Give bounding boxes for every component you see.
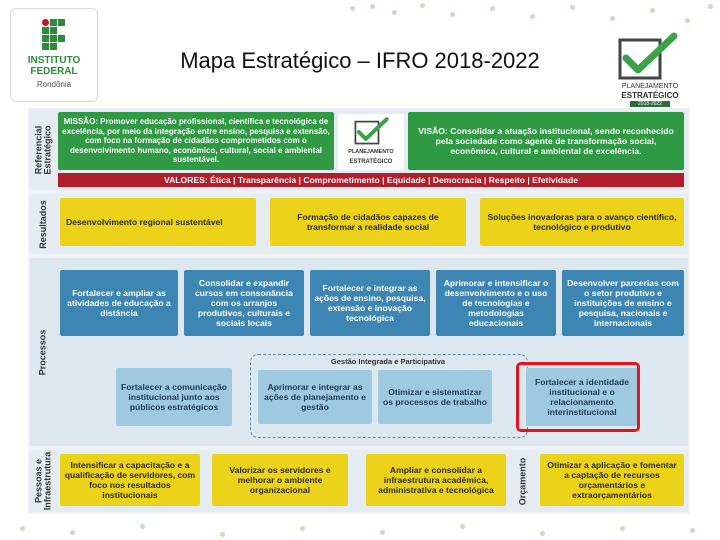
center-logo-line1: PLANEJAMENTO xyxy=(348,149,394,155)
people-box-2: Valorizar os servidores e melhorar o ambiente organizacional xyxy=(212,454,348,506)
band-pessoas xyxy=(30,450,688,512)
result-box-3: Soluções inovadoras para o avanço científico, tecnológico e produtivo xyxy=(480,198,684,246)
checkmark-icon xyxy=(349,117,393,147)
planning-logo-line1: PLANEJAMENTO xyxy=(621,83,679,90)
highlight-frame xyxy=(516,362,640,432)
page-title: Mapa Estratégico – IFRO 2018-2022 xyxy=(180,48,540,73)
integrated-management-label: Gestão Integrada e Participativa xyxy=(330,357,446,366)
planning-logo-line2: ESTRATÉGICO xyxy=(621,91,679,100)
center-logo-line2: ESTRATÉGICO xyxy=(349,159,393,165)
process-top-2: Consolidar e expandir cursos em consonância com os arranjos produtivos, culturais e sociais locais xyxy=(184,270,304,336)
process-bottom-2: Aprimorar e integrar as ações de planejamento e gestão xyxy=(258,370,372,424)
band-label-orcamento: Orçamento xyxy=(517,457,528,505)
process-top-4: Aprimorar e intensificar o desenvolvimento e o uso de tecnologias e metodologias educacionais xyxy=(436,270,556,336)
decorative-dots-bottom xyxy=(0,516,720,540)
band-label-processos: Processos xyxy=(37,329,48,375)
institution-logo xyxy=(10,8,98,102)
institution-logo-icon xyxy=(42,19,66,49)
band-resultados xyxy=(30,194,688,254)
institution-name-line1: INSTITUTO xyxy=(27,55,81,66)
band-referencial xyxy=(30,110,688,190)
band-label-resultados: Resultados xyxy=(37,199,48,249)
process-top-3: Fortalecer e integrar as ações de ensino, pesquisa, extensão e inovação tecnológica xyxy=(310,270,430,336)
checkmark-icon xyxy=(616,32,678,84)
decorative-dots-top xyxy=(340,0,720,30)
process-bottom-3: Otimizar e sistematizar os processos de trabalho xyxy=(378,370,492,424)
values-bar: VALORES: Ética | Transparência | Comprometimento | Equidade | Democracia | Respeito | Efetividade xyxy=(58,173,684,187)
institution-name-line2: FEDERAL xyxy=(30,66,78,77)
band-label-pessoas: Pessoas e Infraestrutura xyxy=(33,451,52,511)
people-box-3: Ampliar e consolidar a infraestrutura acadêmica, administrativa e tecnológica xyxy=(366,454,506,506)
mission-box: MISSÃO: Promover educação profissional, científica e tecnológica de excelência, por meio da integração entre ensino, pesquisa e extensão, com foco na formação de cidadãos comprometidos com o desenvolvimento humano, econômico, cultural, social e ambiental sustentável. xyxy=(58,112,334,170)
process-bottom-1: Fortalecer a comunicação institucional junto aos públicos estratégicos xyxy=(116,368,232,426)
result-box-2: Formação de cidadãos capazes de transformar a realidade social xyxy=(270,198,466,246)
process-top-5: Desenvolver parcerias com o setor produtivo e instituições de ensino e pesquisa, nacionais e internacionais xyxy=(562,270,684,336)
strategic-map xyxy=(28,108,690,514)
budget-box: Otimizar a aplicação e fomentar a captação de recursos orçamentários e extraorçamentários xyxy=(540,454,684,506)
people-box-1: Intensificar a capacitação e a qualificação de servidores, com foco nos resultados institucionais xyxy=(60,454,200,506)
band-label-referencial: Referencial Estratégico xyxy=(33,125,53,175)
institution-state: Rondônia xyxy=(36,80,72,89)
planning-logo-badge: 2018-2022 xyxy=(630,101,670,107)
result-box-1: Desenvolvimento regional sustentável xyxy=(60,198,256,246)
vision-box: VISÃO: Consolidar a atuação institucional, sendo reconhecido pela sociedade como agente de transformação social, econômica, cultural e ambiental de excelência. xyxy=(408,112,684,170)
process-top-1: Fortalecer e ampliar as atividades de educação a distância xyxy=(60,270,178,336)
center-planning-logo xyxy=(338,114,404,170)
process-bottom-4: Fortalecer a identidade institucional e o relacionamento interinstitucional xyxy=(526,368,638,426)
planning-logo xyxy=(612,30,688,106)
